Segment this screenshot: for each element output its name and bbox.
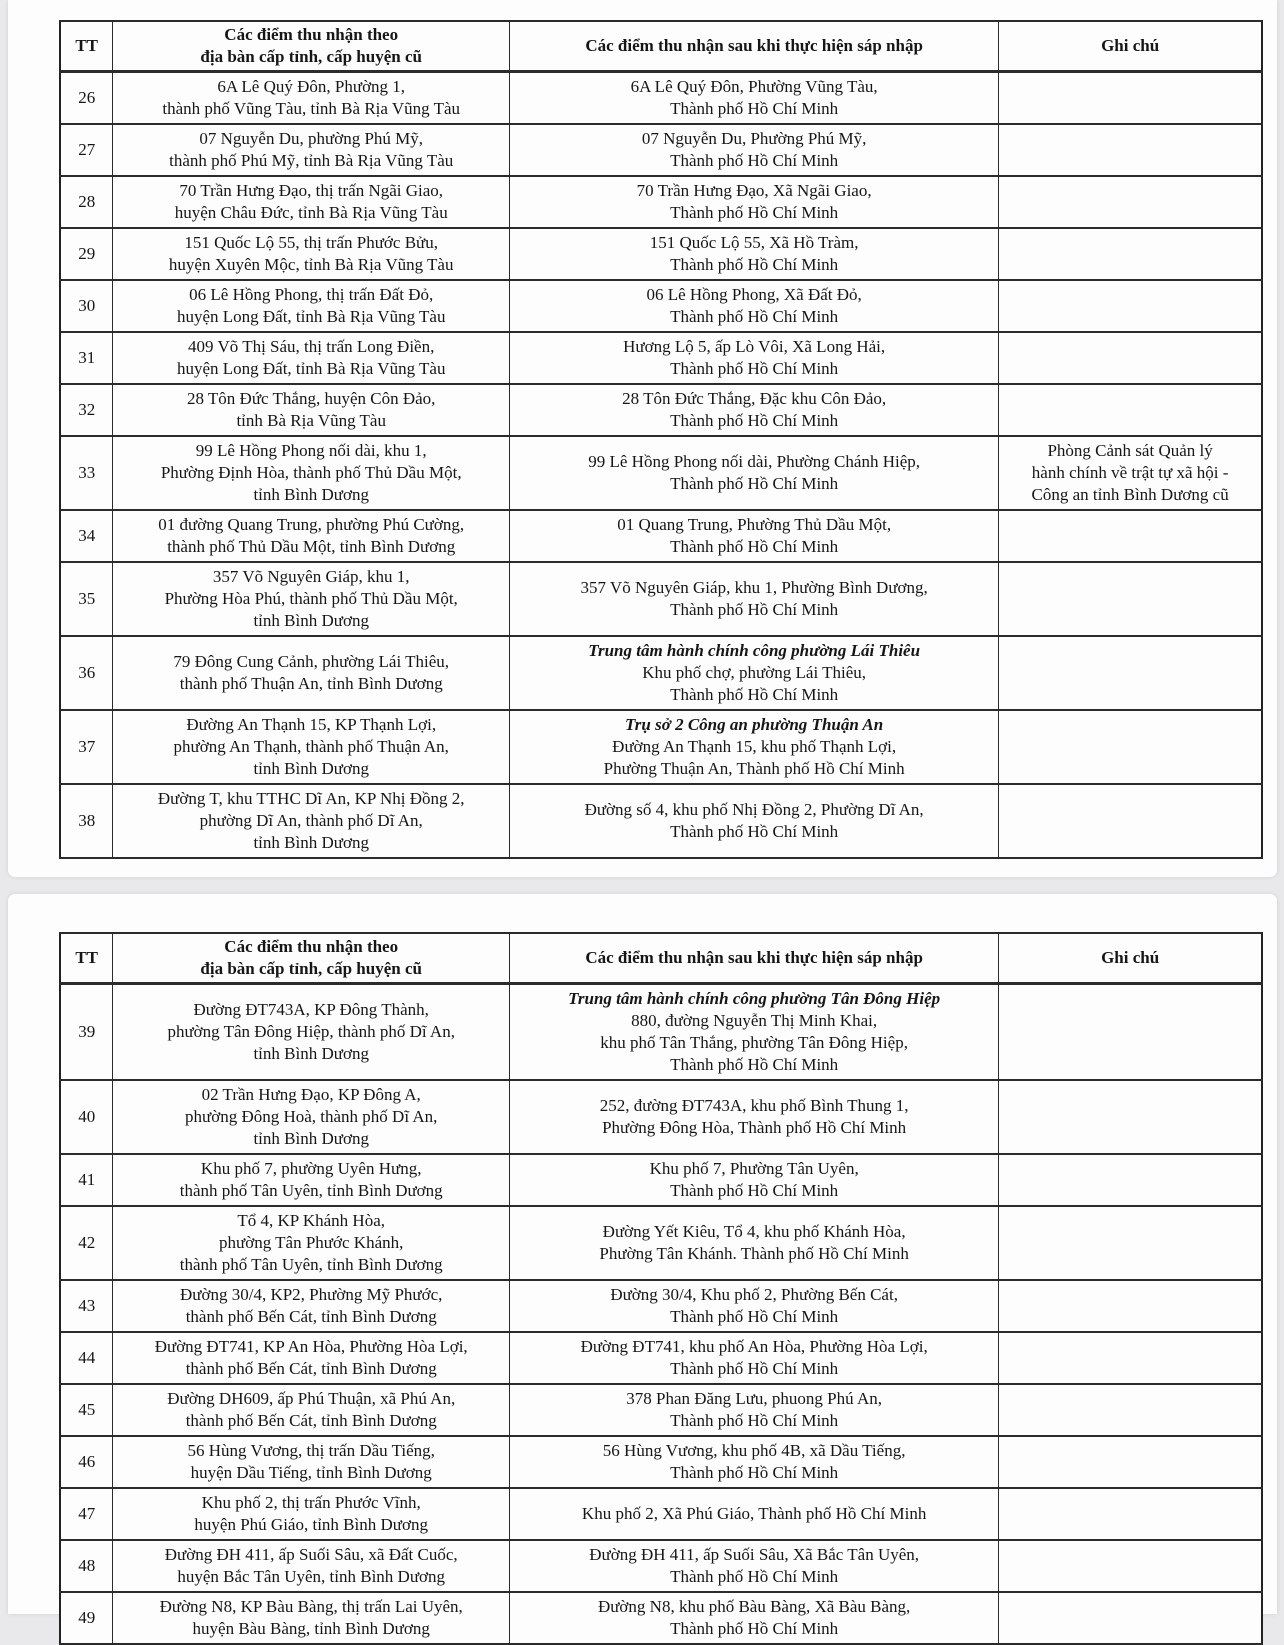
old-address-cell: [113, 280, 510, 332]
address-line: Đường ĐT741, KP An Hòa, Phường Hòa Lợi,: [154, 1337, 468, 1356]
row-number-cell: 35: [60, 562, 113, 636]
row-number-cell: 31: [60, 332, 113, 384]
row-number-cell: 37: [60, 710, 113, 784]
address-line: huyện Bắc Tân Uyên, tỉnh Bình Dương: [177, 1567, 446, 1586]
address-line: Thành phố Hồ Chí Minh: [670, 1411, 839, 1430]
note-cell: [999, 1332, 1262, 1384]
new-address-cell: [510, 332, 999, 384]
new-address-cell: [510, 1080, 999, 1154]
address-line: 99 Lê Hồng Phong nối dài, khu 1,: [195, 441, 427, 460]
address-line: Thành phố Hồ Chí Minh: [670, 255, 839, 274]
table-row: [60, 384, 1262, 436]
new-address-cell: [510, 124, 999, 176]
address-line: khu phố Tân Thắng, phường Tân Đông Hiệp,: [600, 1033, 908, 1052]
new-address-cell: [510, 562, 999, 636]
address-line: tỉnh Bình Dương: [253, 1044, 369, 1063]
address-line: Đường ĐH 411, ấp Suối Sâu, Xã Bắc Tân Uyên,: [589, 1545, 920, 1564]
address-line: huyện Long Đất, tỉnh Bà Rịa Vũng Tàu: [176, 307, 446, 326]
old-address-cell: [113, 636, 510, 710]
table-row: [60, 1280, 1262, 1332]
table-row: [60, 1436, 1262, 1488]
document-page-2: [8, 894, 1277, 1638]
address-line: huyện Phú Giáo, tỉnh Bình Dương: [194, 1515, 428, 1534]
address-line: Thành phố Hồ Chí Minh: [670, 1567, 839, 1586]
old-address-cell: [113, 176, 510, 228]
new-address-cell: [510, 1332, 999, 1384]
address-line: 378 Phan Đăng Lưu, phuong Phú An,: [626, 1389, 882, 1408]
row-number-cell: 27: [60, 124, 113, 176]
header-new-points: Các điểm thu nhận sau khi thực hiện sáp nhập: [510, 933, 999, 984]
address-line: Thành phố Hồ Chí Minh: [670, 1359, 839, 1378]
note-cell: [999, 280, 1262, 332]
address-line: 70 Trần Hưng Đạo, Xã Ngãi Giao,: [636, 181, 872, 200]
address-line: thành phố Bến Cát, tỉnh Bình Dương: [185, 1359, 437, 1378]
address-line: tỉnh Bình Dương: [253, 611, 369, 630]
note-cell: [999, 384, 1262, 436]
address-line: Khu phố 7, phường Uyên Hưng,: [200, 1159, 422, 1178]
table-row: [60, 1080, 1262, 1154]
row-number-cell: 34: [60, 510, 113, 562]
address-line: Đường số 4, khu phố Nhị Đồng 2, Phường Dĩ An,: [584, 800, 924, 819]
address-line: 99 Lê Hồng Phong nối dài, Phường Chánh Hiệp,: [588, 452, 920, 471]
table-row: [60, 1206, 1262, 1280]
old-address-cell: [113, 510, 510, 562]
old-address-cell: [113, 710, 510, 784]
table-row: [60, 636, 1262, 710]
address-line: Thành phố Hồ Chí Minh: [670, 1055, 839, 1074]
address-line: 28 Tôn Đức Thắng, huyện Côn Đảo,: [186, 389, 436, 408]
facility-title: Trung tâm hành chính công phường Lái Thiêu: [588, 641, 921, 660]
address-line: Thành phố Hồ Chí Minh: [670, 1181, 839, 1200]
address-line: phường An Thạnh, thành phố Thuận An,: [173, 737, 449, 756]
address-line: thành phố Tân Uyên, tỉnh Bình Dương: [179, 1255, 443, 1274]
header-old-points: [113, 21, 510, 72]
new-address-cell: [510, 1436, 999, 1488]
table-header: [60, 21, 1262, 72]
old-address-cell: [113, 1540, 510, 1592]
address-line: Đường ĐT741, khu phố An Hòa, Phường Hòa Lợi,: [580, 1337, 928, 1356]
row-number-cell: 40: [60, 1080, 113, 1154]
reception-points-table-1: [59, 20, 1263, 859]
address-line: huyện Bàu Bàng, tỉnh Bình Dương: [192, 1619, 430, 1638]
row-number-cell: 47: [60, 1488, 113, 1540]
address-line: Phường Đông Hòa, Thành phố Hồ Chí Minh: [602, 1118, 907, 1137]
address-line: huyện Châu Đức, tỉnh Bà Rịa Vũng Tàu: [174, 203, 448, 222]
row-number-cell: 32: [60, 384, 113, 436]
address-line: Phường Thuận An, Thành phố Hồ Chí Minh: [603, 759, 905, 778]
new-address-cell: [510, 384, 999, 436]
address-line: 357 Võ Nguyên Giáp, khu 1, Phường Bình Dương,: [580, 578, 928, 597]
old-address-cell: [113, 1592, 510, 1644]
address-line: Khu phố 2, thị trấn Phước Vĩnh,: [201, 1493, 421, 1512]
row-number-cell: 42: [60, 1206, 113, 1280]
note-cell: [999, 1436, 1262, 1488]
old-address-cell: [113, 1206, 510, 1280]
table-row: [60, 280, 1262, 332]
new-address-cell: [510, 636, 999, 710]
header-row: [60, 933, 1262, 984]
address-line: 151 Quốc Lộ 55, thị trấn Phước Bửu,: [184, 233, 438, 252]
header-row: [60, 21, 1262, 72]
address-line: phường Dĩ An, thành phố Dĩ An,: [199, 811, 423, 830]
address-line: 880, đường Nguyễn Thị Minh Khai,: [631, 1011, 878, 1030]
row-number-cell: 43: [60, 1280, 113, 1332]
row-number-cell: 38: [60, 784, 113, 858]
address-line: Đường 30/4, KP2, Phường Mỹ Phước,: [179, 1285, 443, 1304]
note-cell: [999, 332, 1262, 384]
old-address-cell: [113, 1080, 510, 1154]
address-line: 02 Trần Hưng Đạo, KP Đông A,: [201, 1085, 421, 1104]
table-row: [60, 984, 1262, 1081]
table-body: [60, 984, 1262, 1645]
table-row: [60, 332, 1262, 384]
address-line: huyện Xuyên Mộc, tỉnh Bà Rịa Vũng Tàu: [168, 255, 454, 274]
address-line: Thành phố Hồ Chí Minh: [670, 537, 839, 556]
header-old-points: [113, 933, 510, 984]
new-address-cell: [510, 228, 999, 280]
row-number-cell: 33: [60, 436, 113, 510]
address-line: 56 Hùng Vương, thị trấn Dầu Tiếng,: [187, 1441, 435, 1460]
old-address-cell: [113, 72, 510, 125]
address-line: Thành phố Hồ Chí Minh: [670, 1619, 839, 1638]
address-line: thành phố Thuận An, tỉnh Bình Dương: [179, 674, 443, 693]
address-line: 409 Võ Thị Sáu, thị trấn Long Điền,: [188, 337, 435, 356]
note-cell: [999, 636, 1262, 710]
address-line: 07 Nguyễn Du, Phường Phú Mỹ,: [641, 129, 867, 148]
address-line: Đường T, khu TTHC Dĩ An, KP Nhị Đồng 2,: [157, 789, 465, 808]
table-body: [60, 72, 1262, 859]
address-line: 07 Nguyễn Du, phường Phú Mỹ,: [199, 129, 424, 148]
address-line: Tổ 4, KP Khánh Hòa,: [237, 1211, 386, 1230]
table-row: [60, 1488, 1262, 1540]
facility-title: Trung tâm hành chính công phường Tân Đông Hiệp: [568, 989, 941, 1008]
note-cell: [999, 72, 1262, 125]
address-line: huyện Dầu Tiếng, tỉnh Bình Dương: [190, 1463, 432, 1482]
new-address-cell: [510, 1384, 999, 1436]
header-old-line-2: địa bàn cấp tỉnh, cấp huyện cũ: [200, 959, 422, 978]
address-line: Công an tỉnh Bình Dương cũ: [1031, 485, 1229, 504]
address-line: 01 Quang Trung, Phường Thủ Dầu Một,: [617, 515, 892, 534]
new-address-cell: [510, 1540, 999, 1592]
address-line: 01 đường Quang Trung, phường Phú Cường,: [158, 515, 465, 534]
row-number-cell: 45: [60, 1384, 113, 1436]
new-address-cell: [510, 784, 999, 858]
address-line: Đường N8, KP Bàu Bàng, thị trấn Lai Uyên,: [159, 1597, 463, 1616]
address-line: Phường Định Hòa, thành phố Thủ Dầu Một,: [160, 463, 462, 482]
header-note: Ghi chú: [999, 21, 1262, 72]
row-number-cell: 39: [60, 984, 113, 1081]
facility-title: Trụ sở 2 Công an phường Thuận An: [625, 715, 884, 734]
new-address-cell: [510, 510, 999, 562]
new-address-cell: [510, 1488, 999, 1540]
table-row: [60, 710, 1262, 784]
old-address-cell: [113, 984, 510, 1081]
note-cell: [999, 1280, 1262, 1332]
old-address-cell: [113, 562, 510, 636]
address-line: tỉnh Bình Dương: [253, 485, 369, 504]
address-line: Thành phố Hồ Chí Minh: [670, 822, 839, 841]
note-cell: [999, 710, 1262, 784]
header-tt: TT: [60, 21, 113, 72]
old-address-cell: [113, 1436, 510, 1488]
address-line: 70 Trần Hưng Đạo, thị trấn Ngãi Giao,: [179, 181, 444, 200]
address-line: Khu phố chợ, phường Lái Thiêu,: [642, 663, 867, 682]
address-line: 357 Võ Nguyên Giáp, khu 1,: [212, 567, 410, 586]
new-address-cell: [510, 1280, 999, 1332]
note-cell: [999, 984, 1262, 1081]
old-address-cell: [113, 436, 510, 510]
address-line: Thành phố Hồ Chí Minh: [670, 151, 839, 170]
address-line: huyện Long Đất, tỉnh Bà Rịa Vũng Tàu: [176, 359, 446, 378]
address-line: 79 Đông Cung Cảnh, phường Lái Thiêu,: [173, 652, 450, 671]
address-line: 151 Quốc Lộ 55, Xã Hồ Tràm,: [649, 233, 859, 252]
header-tt: TT: [60, 933, 113, 984]
address-line: Đường An Thạnh 15, khu phố Thạnh Lợi,: [612, 737, 897, 756]
address-line: Đường ĐH 411, ấp Suối Sâu, xã Đất Cuốc,: [164, 1545, 458, 1564]
note-cell: [999, 176, 1262, 228]
address-line: Khu phố 2, Xã Phú Giáo, Thành phố Hồ Chí Minh: [581, 1504, 927, 1523]
table-row: [60, 1540, 1262, 1592]
header-old-line-1: Các điểm thu nhận theo: [224, 937, 399, 956]
old-address-cell: [113, 332, 510, 384]
row-number-cell: 46: [60, 1436, 113, 1488]
row-number-cell: 29: [60, 228, 113, 280]
address-line: phường Đông Hoà, thành phố Dĩ An,: [184, 1107, 438, 1126]
old-address-cell: [113, 1488, 510, 1540]
note-cell: [999, 1080, 1262, 1154]
table-row: [60, 124, 1262, 176]
address-line: Phòng Cảnh sát Quản lý: [1047, 441, 1213, 460]
table-row: [60, 1384, 1262, 1436]
address-line: tỉnh Bình Dương: [253, 1129, 369, 1148]
note-cell: [999, 1154, 1262, 1206]
address-line: thành phố Bến Cát, tỉnh Bình Dương: [185, 1307, 437, 1326]
address-line: tỉnh Bà Rịa Vũng Tàu: [236, 411, 386, 430]
old-address-cell: [113, 1154, 510, 1206]
old-address-cell: [113, 1332, 510, 1384]
address-line: tỉnh Bình Dương: [253, 759, 369, 778]
address-line: Đường ĐT743A, KP Đông Thành,: [193, 1000, 429, 1019]
reception-points-table-2: [59, 932, 1263, 1645]
note-cell: [999, 436, 1262, 510]
address-line: 6A Lê Quý Đôn, Phường 1,: [217, 77, 406, 96]
table-row: [60, 1332, 1262, 1384]
address-line: Thành phố Hồ Chí Minh: [670, 411, 839, 430]
old-address-cell: [113, 228, 510, 280]
row-number-cell: 26: [60, 72, 113, 125]
note-cell: [999, 124, 1262, 176]
address-line: thành phố Phú Mỹ, tỉnh Bà Rịa Vũng Tàu: [169, 151, 454, 170]
note-cell: [999, 228, 1262, 280]
address-line: Phường Hòa Phú, thành phố Thủ Dầu Một,: [164, 589, 458, 608]
header-old-line-1: Các điểm thu nhận theo: [224, 25, 399, 44]
address-line: Đường DH609, ấp Phú Thuận, xã Phú An,: [167, 1389, 456, 1408]
header-old-line-2: địa bàn cấp tỉnh, cấp huyện cũ: [200, 47, 422, 66]
table-row: [60, 1154, 1262, 1206]
address-line: Thành phố Hồ Chí Minh: [670, 1307, 839, 1326]
table-row: [60, 228, 1262, 280]
table-header: [60, 933, 1262, 984]
address-line: Đường 30/4, Khu phố 2, Phường Bến Cát,: [610, 1285, 898, 1304]
new-address-cell: [510, 710, 999, 784]
new-address-cell: [510, 436, 999, 510]
note-cell: [999, 1592, 1262, 1644]
address-line: 56 Hùng Vương, khu phố 4B, xã Dầu Tiếng,: [602, 1441, 906, 1460]
new-address-cell: [510, 176, 999, 228]
new-address-cell: [510, 1154, 999, 1206]
address-line: thành phố Vũng Tàu, tỉnh Bà Rịa Vũng Tàu: [162, 99, 461, 118]
address-line: phường Tân Đông Hiệp, thành phố Dĩ An,: [167, 1022, 455, 1041]
document-page-1: [8, 0, 1277, 877]
row-number-cell: 48: [60, 1540, 113, 1592]
old-address-cell: [113, 784, 510, 858]
address-line: thành phố Bến Cát, tỉnh Bình Dương: [185, 1411, 437, 1430]
address-line: 06 Lê Hồng Phong, Xã Đất Đỏ,: [646, 285, 862, 304]
note-cell: [999, 784, 1262, 858]
new-address-cell: [510, 984, 999, 1081]
table-row: [60, 436, 1262, 510]
address-line: 28 Tôn Đức Thắng, Đặc khu Côn Đảo,: [622, 389, 887, 408]
old-address-cell: [113, 384, 510, 436]
new-address-cell: [510, 1592, 999, 1644]
new-address-cell: [510, 1206, 999, 1280]
address-line: Thành phố Hồ Chí Minh: [670, 203, 839, 222]
old-address-cell: [113, 1280, 510, 1332]
table-row: [60, 510, 1262, 562]
note-cell: [999, 1488, 1262, 1540]
header-new-points: Các điểm thu nhận sau khi thực hiện sáp nhập: [510, 21, 999, 72]
address-line: Đường Yết Kiêu, Tổ 4, khu phố Khánh Hòa,: [602, 1222, 906, 1241]
row-number-cell: 44: [60, 1332, 113, 1384]
old-address-cell: [113, 124, 510, 176]
old-address-cell: [113, 1384, 510, 1436]
row-number-cell: 30: [60, 280, 113, 332]
row-number-cell: 41: [60, 1154, 113, 1206]
table-row: [60, 72, 1262, 125]
note-cell: [999, 1540, 1262, 1592]
new-address-cell: [510, 72, 999, 125]
table-row: [60, 176, 1262, 228]
address-line: Thành phố Hồ Chí Minh: [670, 474, 839, 493]
header-note: Ghi chú: [999, 933, 1262, 984]
address-line: Thành phố Hồ Chí Minh: [670, 307, 839, 326]
address-line: 6A Lê Quý Đôn, Phường Vũng Tàu,: [630, 77, 878, 96]
address-line: tỉnh Bình Dương: [253, 833, 369, 852]
row-number-cell: 49: [60, 1592, 113, 1644]
address-line: Thành phố Hồ Chí Minh: [670, 600, 839, 619]
row-number-cell: 36: [60, 636, 113, 710]
address-line: Thành phố Hồ Chí Minh: [670, 99, 839, 118]
note-cell: [999, 510, 1262, 562]
address-line: Thành phố Hồ Chí Minh: [670, 1463, 839, 1482]
new-address-cell: [510, 280, 999, 332]
table-row: [60, 1592, 1262, 1644]
address-line: Thành phố Hồ Chí Minh: [670, 685, 839, 704]
address-line: hành chính về trật tự xã hội -: [1031, 463, 1229, 482]
note-cell: [999, 562, 1262, 636]
table-row: [60, 562, 1262, 636]
address-line: thành phố Thủ Dầu Một, tỉnh Bình Dương: [167, 537, 456, 556]
address-line: Phường Tân Khánh. Thành phố Hồ Chí Minh: [599, 1244, 909, 1263]
address-line: 06 Lê Hồng Phong, thị trấn Đất Đỏ,: [189, 285, 434, 304]
address-line: Khu phố 7, Phường Tân Uyên,: [649, 1159, 859, 1178]
note-cell: [999, 1206, 1262, 1280]
table-row: [60, 784, 1262, 858]
row-number-cell: 28: [60, 176, 113, 228]
address-line: Thành phố Hồ Chí Minh: [670, 359, 839, 378]
address-line: phường Tân Phước Khánh,: [219, 1233, 404, 1252]
address-line: Hương Lộ 5, ấp Lò Vôi, Xã Long Hải,: [623, 337, 886, 356]
note-cell: [999, 1384, 1262, 1436]
address-line: Đường N8, khu phố Bàu Bàng, Xã Bàu Bàng,: [597, 1597, 911, 1616]
address-line: thành phố Tân Uyên, tỉnh Bình Dương: [179, 1181, 443, 1200]
address-line: 252, đường ĐT743A, khu phố Bình Thung 1,: [599, 1096, 909, 1115]
address-line: Đường An Thạnh 15, KP Thạnh Lợi,: [186, 715, 437, 734]
